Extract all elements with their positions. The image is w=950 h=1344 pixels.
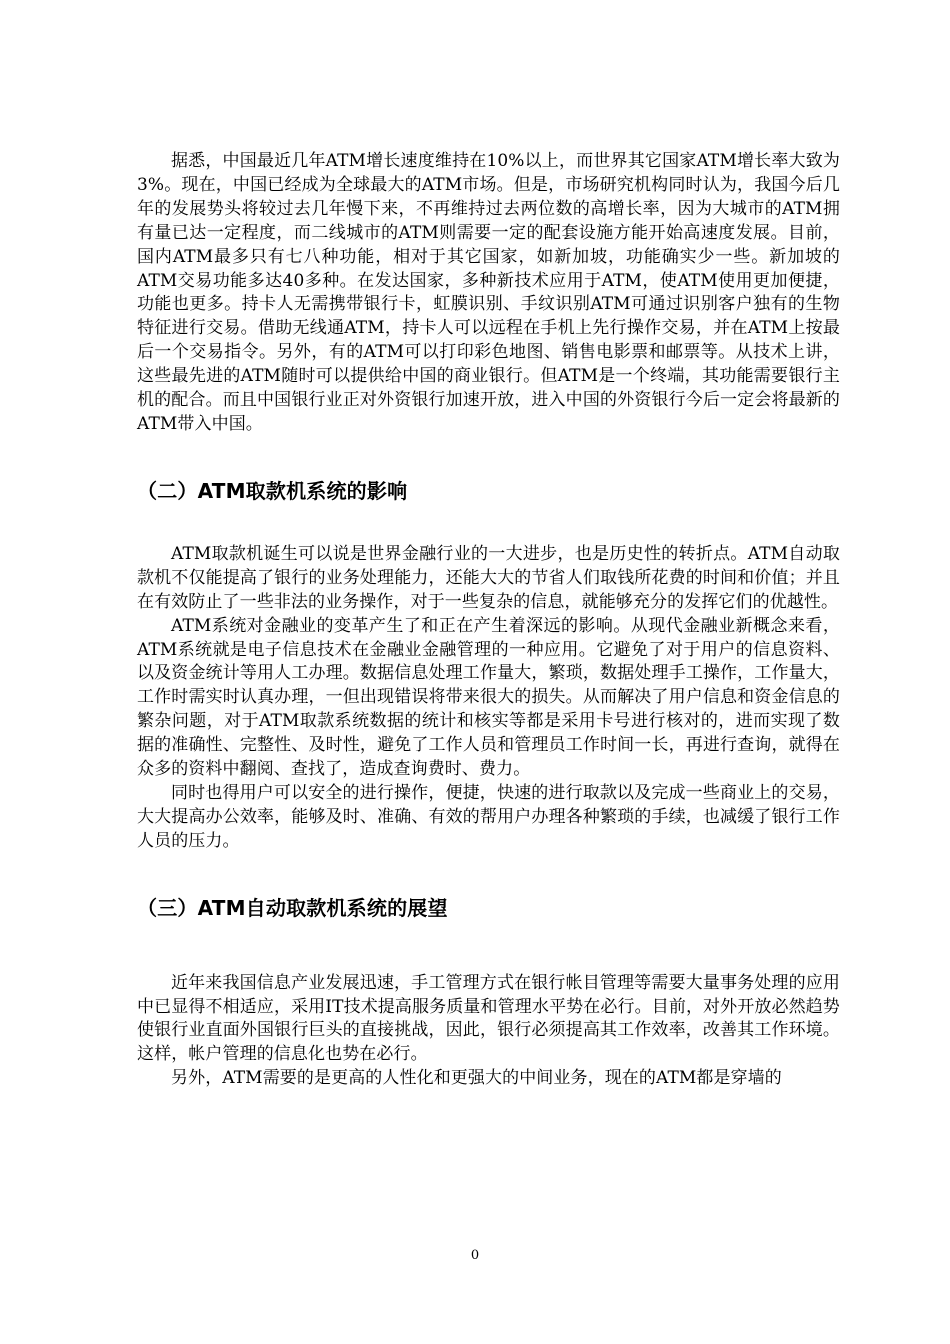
- paragraph: 据悉，中国最近几年ATM增长速度维持在10%以上，而世界其它国家ATM增长率大致为3%。现在，中国已经成为全球最大的ATM市场。但是，市场研究机构同时认为，我国今后几年的发展势头将较过去几年慢下来，不再维持过去两位数的高增长率，因为大城市的ATM拥有量已达一定程度，而二线城市的ATM则需要一定的配套设施方能开始高速度发展。目前，国内ATM最多只有七八种功能，相对于其它国家，如新加坡，功能确实少一些。新加坡的ATM交易功能多达40多种。在发达国家，多种新技术应用于ATM，使ATM使用更加便捷，功能也更多。持卡人无需携带银行卡，虹膜识别、手纹识别ATM可通过识别客户独有的生物特征进行交易。借助无线通ATM，持卡人可以远程在手机上先行操作交易，并在ATM上按最后一个交易指令。另外，有的ATM可以打印彩色地图、销售电影票和邮票等。从技术上讲，这些最先进的ATM随时可以提供给中国的商业银行。但ATM是一个终端，其功能需要银行主机的配合。而且中国银行业正对外资银行加速开放，进入中国的外资银行今后一定会将最新的ATM带入中国。: [137, 151, 840, 434]
- page-number: 0: [470, 1248, 480, 1263]
- paragraph: 另外，ATM需要的是更高的人性化和更强大的中间业务，现在的ATM都是穿墙的: [171, 1068, 782, 1089]
- section-heading-outlook: （三）ATM自动取款机系统的展望: [137, 895, 448, 920]
- paragraph: 同时也得用户可以安全的进行操作，便捷，快速的进行取款以及完成一些商业上的交易，大大提高办公效率，能够及时、准确、有效的帮用户办理各种繁琐的手续，也减缓了银行工作人员的压力。: [137, 782, 840, 851]
- document-body: [137, 150, 840, 1091]
- paragraph: ATM系统对金融业的变革产生了和正在产生着深远的影响。从现代金融业新概念来看，ATM系统就是电子信息技术在金融业金融管理的一种应用。它避免了对于用户的信息资料、以及资金统计等用人工办理。数据信息处理工作量大，繁琐，数据处理手工操作，工作量大，工作时需实时认真办理，一但出现错误将带来很大的损失。从而解决了用户信息和资金信息的繁杂问题，对于ATM取款系统数据的统计和核实等都是采用卡号进行核对的，进而实现了数据的准确性、完整性、及时性，避免了工作人员和管理员工作时间一长，再进行查询，就得在众多的资料中翻阅、查找了，造成查询费时、费力。: [137, 615, 840, 780]
- paragraph: 近年来我国信息产业发展迅速，手工管理方式在银行帐目管理等需要大量事务处理的应用中已显得不相适应，采用IT技术提高服务质量和管理水平势在必行。目前，对外开放必然趋势使银行业直面外国银行巨头的直接挑战，因此，银行必须提高其工作效率，改善其工作环境。这样，帐户管理的信息化也势在必行。: [137, 972, 840, 1065]
- section-heading-impact: （二）ATM取款机系统的影响: [137, 478, 408, 503]
- paragraph: ATM取款机诞生可以说是世界金融行业的一大进步，也是历史性的转折点。ATM自动取款机不仅能提高了银行的业务处理能力，还能大大的节省人们取钱所花费的时间和价值；并且在有效防止了一些非法的业务操作，对于一些复杂的信息，就能够充分的发挥它们的优越性。: [137, 543, 840, 612]
